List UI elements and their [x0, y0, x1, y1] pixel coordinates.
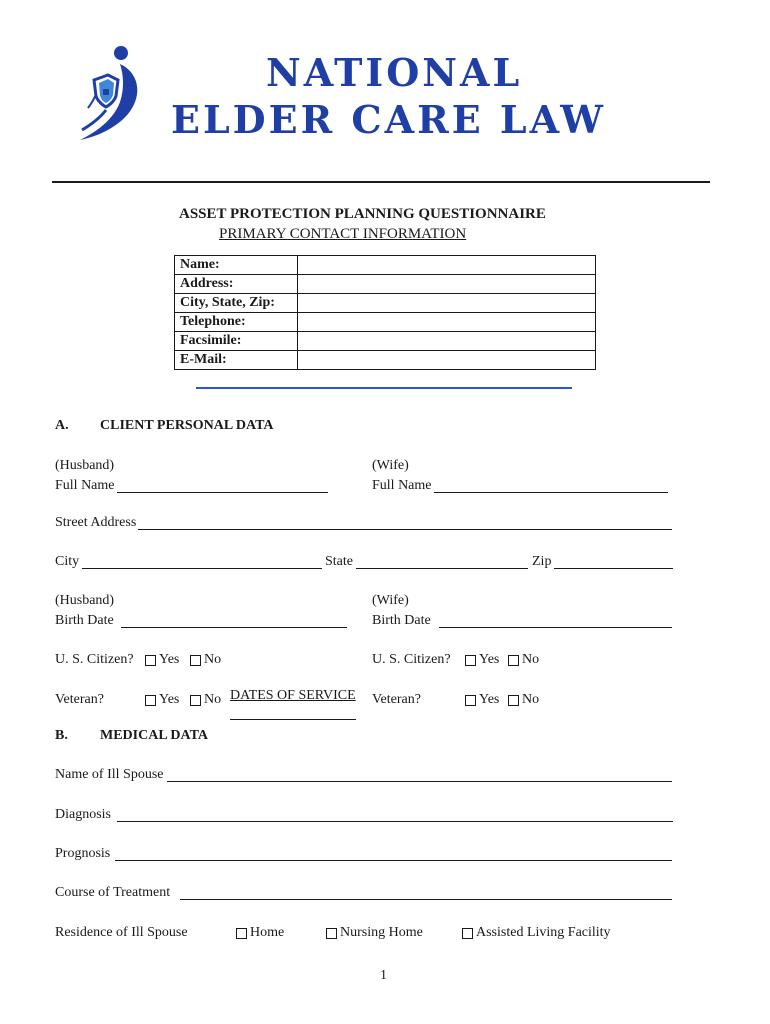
- contact-value-field[interactable]: [298, 351, 596, 370]
- person-shield-logo: [74, 44, 154, 144]
- contact-value-field[interactable]: [298, 275, 596, 294]
- course-of-treatment-field[interactable]: [180, 899, 672, 900]
- checkbox[interactable]: [465, 695, 476, 706]
- document-subtitle: PRIMARY CONTACT INFORMATION: [219, 226, 467, 242]
- zip-label: Zip: [532, 554, 552, 569]
- section-b-title: MEDICAL DATA: [100, 728, 208, 743]
- residence-nursing-home-option[interactable]: [326, 925, 423, 941]
- section-b-letter: B.: [55, 728, 68, 743]
- contact-value-field[interactable]: [298, 332, 596, 351]
- dates-of-service-field[interactable]: [230, 719, 356, 720]
- option-label: Yes: [159, 652, 180, 667]
- contact-row-city: [175, 294, 596, 313]
- document-title: ASSET PROTECTION PLANNING QUESTIONNAIRE: [179, 206, 546, 222]
- state-field[interactable]: [356, 568, 528, 569]
- option-label: No: [522, 692, 540, 707]
- husband-citizen-yes[interactable]: [145, 652, 179, 668]
- option-label: Assisted Living Facility: [476, 925, 611, 940]
- contact-label: City, State, Zip:: [175, 294, 298, 313]
- ill-spouse-field[interactable]: [167, 781, 672, 782]
- wife-citizen-no[interactable]: [508, 652, 539, 668]
- checkbox[interactable]: [236, 928, 247, 939]
- wife-full-name-label: Full Name: [372, 478, 432, 493]
- checkbox[interactable]: [326, 928, 337, 939]
- wife-label-2: (Wife): [372, 593, 409, 608]
- contact-row-email: [175, 351, 596, 370]
- contact-label: Telephone:: [175, 313, 298, 332]
- wife-veteran-label: Veteran?: [372, 692, 421, 707]
- wife-label: (Wife): [372, 458, 409, 473]
- checkbox[interactable]: [145, 695, 156, 706]
- course-of-treatment-label: Course of Treatment: [55, 885, 171, 900]
- diagnosis-label: Diagnosis: [55, 807, 111, 822]
- dates-of-service-label: DATES OF SERVICE: [230, 688, 356, 703]
- city-label: City: [55, 554, 80, 569]
- contact-info-table: [174, 255, 596, 370]
- street-address-label: Street Address: [55, 515, 137, 530]
- checkbox[interactable]: [190, 655, 201, 666]
- wife-citizen-label: U. S. Citizen?: [372, 652, 451, 667]
- wife-birth-date-field[interactable]: [439, 627, 672, 628]
- checkbox[interactable]: [462, 928, 473, 939]
- section-a-letter: A.: [55, 418, 69, 433]
- contact-row-telephone: [175, 313, 596, 332]
- contact-label: Name:: [175, 256, 298, 275]
- contact-label: Facsimile:: [175, 332, 298, 351]
- husband-full-name-label: Full Name: [55, 478, 115, 493]
- residence-assisted-living-option[interactable]: [462, 925, 611, 941]
- option-label: No: [204, 652, 222, 667]
- page-number: 1: [380, 968, 387, 983]
- wife-full-name-field[interactable]: [434, 492, 668, 493]
- contact-value-field[interactable]: [298, 313, 596, 332]
- header-divider: [52, 181, 710, 183]
- husband-citizen-no[interactable]: [190, 652, 221, 668]
- checkbox[interactable]: [190, 695, 201, 706]
- checkbox[interactable]: [508, 655, 519, 666]
- contact-value-field[interactable]: [298, 256, 596, 275]
- checkbox[interactable]: [465, 655, 476, 666]
- option-label: Home: [250, 925, 285, 940]
- street-address-field[interactable]: [138, 529, 672, 530]
- husband-veteran-label: Veteran?: [55, 692, 104, 707]
- blue-separator: [196, 387, 572, 389]
- checkbox[interactable]: [145, 655, 156, 666]
- option-label: No: [522, 652, 540, 667]
- residence-home-option[interactable]: [236, 925, 284, 941]
- option-label: Yes: [159, 692, 180, 707]
- wife-veteran-yes[interactable]: [465, 692, 499, 708]
- husband-veteran-yes[interactable]: [145, 692, 179, 708]
- wife-birth-date-label: Birth Date: [372, 613, 431, 628]
- option-label: Nursing Home: [340, 925, 423, 940]
- option-label: Yes: [479, 652, 500, 667]
- husband-full-name-field[interactable]: [117, 492, 328, 493]
- checkbox[interactable]: [508, 695, 519, 706]
- option-label: Yes: [479, 692, 500, 707]
- state-label: State: [325, 554, 353, 569]
- contact-label: E-Mail:: [175, 351, 298, 370]
- option-label: No: [204, 692, 222, 707]
- city-field[interactable]: [82, 568, 322, 569]
- husband-birth-date-field[interactable]: [121, 627, 347, 628]
- brand-line-1: NATIONAL: [266, 50, 523, 95]
- contact-row-address: [175, 275, 596, 294]
- contact-row-name: [175, 256, 596, 275]
- section-a-title: CLIENT PERSONAL DATA: [100, 418, 274, 433]
- contact-row-facsimile: [175, 332, 596, 351]
- zip-field[interactable]: [554, 568, 673, 569]
- residence-label: Residence of Ill Spouse: [55, 925, 188, 940]
- diagnosis-field[interactable]: [117, 821, 673, 822]
- husband-label-2: (Husband): [55, 593, 115, 608]
- husband-label: (Husband): [55, 458, 115, 473]
- husband-birth-date-label: Birth Date: [55, 613, 114, 628]
- ill-spouse-label: Name of Ill Spouse: [55, 767, 164, 782]
- wife-citizen-yes[interactable]: [465, 652, 499, 668]
- contact-value-field[interactable]: [298, 294, 596, 313]
- contact-label: Address:: [175, 275, 298, 294]
- husband-citizen-label: U. S. Citizen?: [55, 652, 134, 667]
- brand-line-2: ELDER CARE LAW: [171, 97, 606, 142]
- husband-veteran-no[interactable]: [190, 692, 221, 708]
- wife-veteran-no[interactable]: [508, 692, 539, 708]
- prognosis-field[interactable]: [115, 860, 672, 861]
- prognosis-label: Prognosis: [55, 846, 111, 861]
